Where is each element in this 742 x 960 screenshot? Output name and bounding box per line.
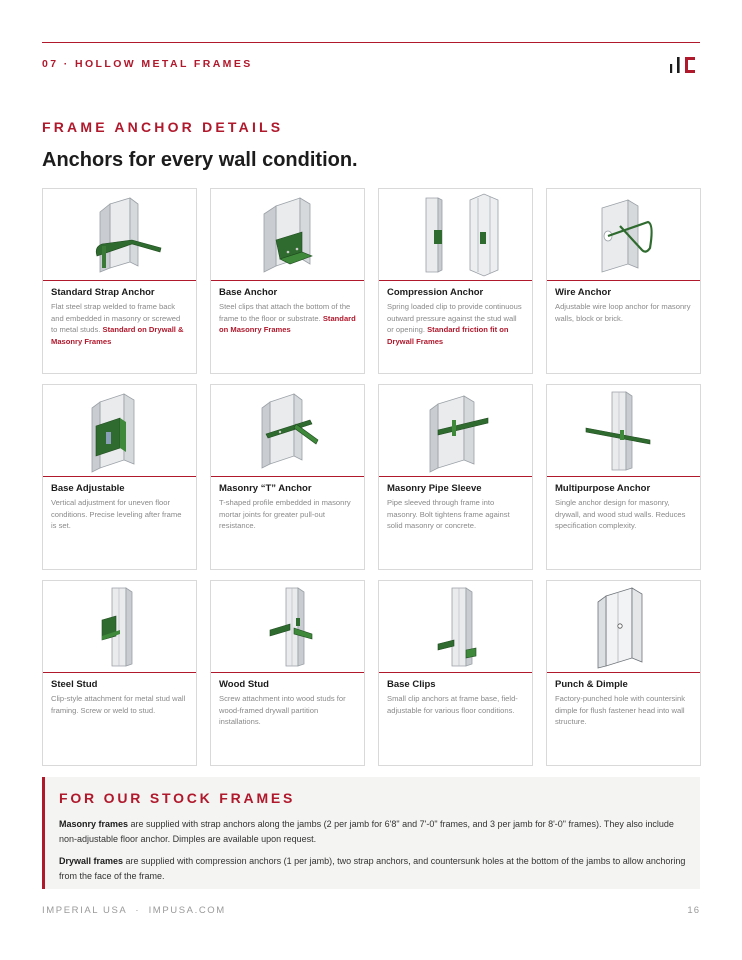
top-rule xyxy=(42,42,700,43)
base-clips-icon xyxy=(408,584,504,670)
card-highlight: Standard on Drywall & Masonry Frames xyxy=(51,325,184,346)
card-highlight: Standard on Masonry Frames xyxy=(219,313,356,334)
steel-stud-anchor-icon xyxy=(72,584,168,670)
anchor-card-base xyxy=(210,188,365,374)
card-description: Factory-punched hole with countersink dimple for flush fastener head into wall structure. xyxy=(555,694,686,726)
card-title: Steel Stud xyxy=(51,679,98,690)
card-description: Clip-style attachment for metal stud wall framing. Screw or weld to stud. xyxy=(51,694,186,715)
drywall-frames-note: Drywall frames are supplied with compression anchors (1 per jamb), two strap anchors, and countersunk holes at the bottom of the jambs to allow anchoring from the face of the frame. xyxy=(59,856,686,881)
masonry-frames-note: Masonry frames are supplied with strap anchors along the jambs (2 per jamb for 6'8" and 7'-0" frames, and 3 per jamb for 8'-0" frames). They also include non-adjustable floor anchor. Dimples are available upon request. xyxy=(59,819,674,844)
card-image xyxy=(211,581,364,673)
masonry-t-anchor-icon xyxy=(240,388,336,474)
punch-dimple-icon xyxy=(576,584,672,670)
card-description: Flat steel strap welded to frame back and embedded in masonry or screwed to metal studs. Standard on Drywall & Masonry Frames xyxy=(51,302,184,346)
card-title: Standard Strap Anchor xyxy=(51,287,155,298)
anchor-card-base-adjustable xyxy=(42,384,197,570)
card-title: Punch & Dimple xyxy=(555,679,628,690)
card-image xyxy=(379,189,532,281)
card-image xyxy=(43,189,196,281)
card-title: Masonry Pipe Sleeve xyxy=(387,483,482,494)
base-anchor-icon xyxy=(240,192,336,278)
multipurpose-anchor-icon xyxy=(576,388,672,474)
pipe-sleeve-icon xyxy=(408,388,504,474)
card-highlight: Standard friction fit on Drywall Frames xyxy=(387,325,509,346)
card-title: Masonry “T” Anchor xyxy=(219,483,312,494)
anchor-card-base-clips xyxy=(378,580,533,766)
card-title: Wood Stud xyxy=(219,679,269,690)
base-adjustable-icon xyxy=(72,388,168,474)
card-description: Screw attachment into wood studs for wood-framed drywall partition installations. xyxy=(219,694,346,726)
compression-anchor-icon xyxy=(408,192,504,278)
card-description: Spring loaded clip to provide continuous outward pressure against the stud wall or opening. Standard friction fit on Drywall Frames xyxy=(387,302,522,346)
card-description: Vertical adjustment for uneven floor conditions. Precise leveling after frame is set. xyxy=(51,498,182,530)
card-image xyxy=(547,581,700,673)
card-image xyxy=(43,385,196,477)
page-title: Anchors for every wall condition. xyxy=(42,149,358,171)
card-image xyxy=(379,385,532,477)
card-title: Compression Anchor xyxy=(387,287,484,298)
company-logo xyxy=(668,54,700,74)
anchor-grid xyxy=(42,188,700,766)
stock-frames-title: FOR OUR STOCK FRAMES xyxy=(59,790,296,806)
card-image xyxy=(547,189,700,281)
wood-stud-anchor-icon xyxy=(240,584,336,670)
anchor-card-wire xyxy=(546,188,701,374)
card-image xyxy=(43,581,196,673)
card-title: Base Adjustable xyxy=(51,483,125,494)
card-title: Wire Anchor xyxy=(555,287,612,298)
card-description: Single anchor design for masonry, drywall, and wood stud walls. Reduces specification complexity. xyxy=(555,498,686,530)
card-image xyxy=(547,385,700,477)
section-header: 07 · HOLLOW METAL FRAMES xyxy=(42,58,253,70)
card-description: Adjustable wire loop anchor for masonry walls, block or brick. xyxy=(555,302,691,323)
footer-company: IMPERIAL USA · IMPUSA.COM xyxy=(42,905,226,916)
strap-anchor-icon xyxy=(72,192,168,278)
anchor-card-compression xyxy=(378,188,533,374)
wire-anchor-icon xyxy=(576,192,672,278)
card-description: T-shaped profile embedded in masonry mortar joints for greater pull-out resistance. xyxy=(219,498,351,530)
card-title: Multipurpose Anchor xyxy=(555,483,651,494)
anchor-card-multipurpose xyxy=(546,384,701,570)
eyebrow-heading: FRAME ANCHOR DETAILS xyxy=(42,119,284,135)
card-description: Steel clips that attach the bottom of the frame to the floor or substrate. Standard on Masonry Frames xyxy=(219,302,356,334)
anchor-card-punch-dimple xyxy=(546,580,701,766)
anchor-card-wood-stud xyxy=(210,580,365,766)
card-image xyxy=(379,581,532,673)
card-title: Base Clips xyxy=(387,679,436,690)
card-image xyxy=(211,189,364,281)
card-title: Base Anchor xyxy=(219,287,278,298)
card-image xyxy=(211,385,364,477)
card-description: Pipe sleeved through frame into masonry. Bolt tightens frame against solid masonry or concrete. xyxy=(387,498,510,530)
anchor-card-steel-stud xyxy=(42,580,197,766)
page-number: 16 xyxy=(687,905,700,916)
card-description: Small clip anchors at frame base, field-adjustable for various floor conditions. xyxy=(387,694,518,715)
anchor-card-standard-strap xyxy=(42,188,197,374)
anchor-card-pipe-sleeve xyxy=(378,384,533,570)
stock-frames-panel xyxy=(42,777,700,889)
anchor-card-masonry-t xyxy=(210,384,365,570)
